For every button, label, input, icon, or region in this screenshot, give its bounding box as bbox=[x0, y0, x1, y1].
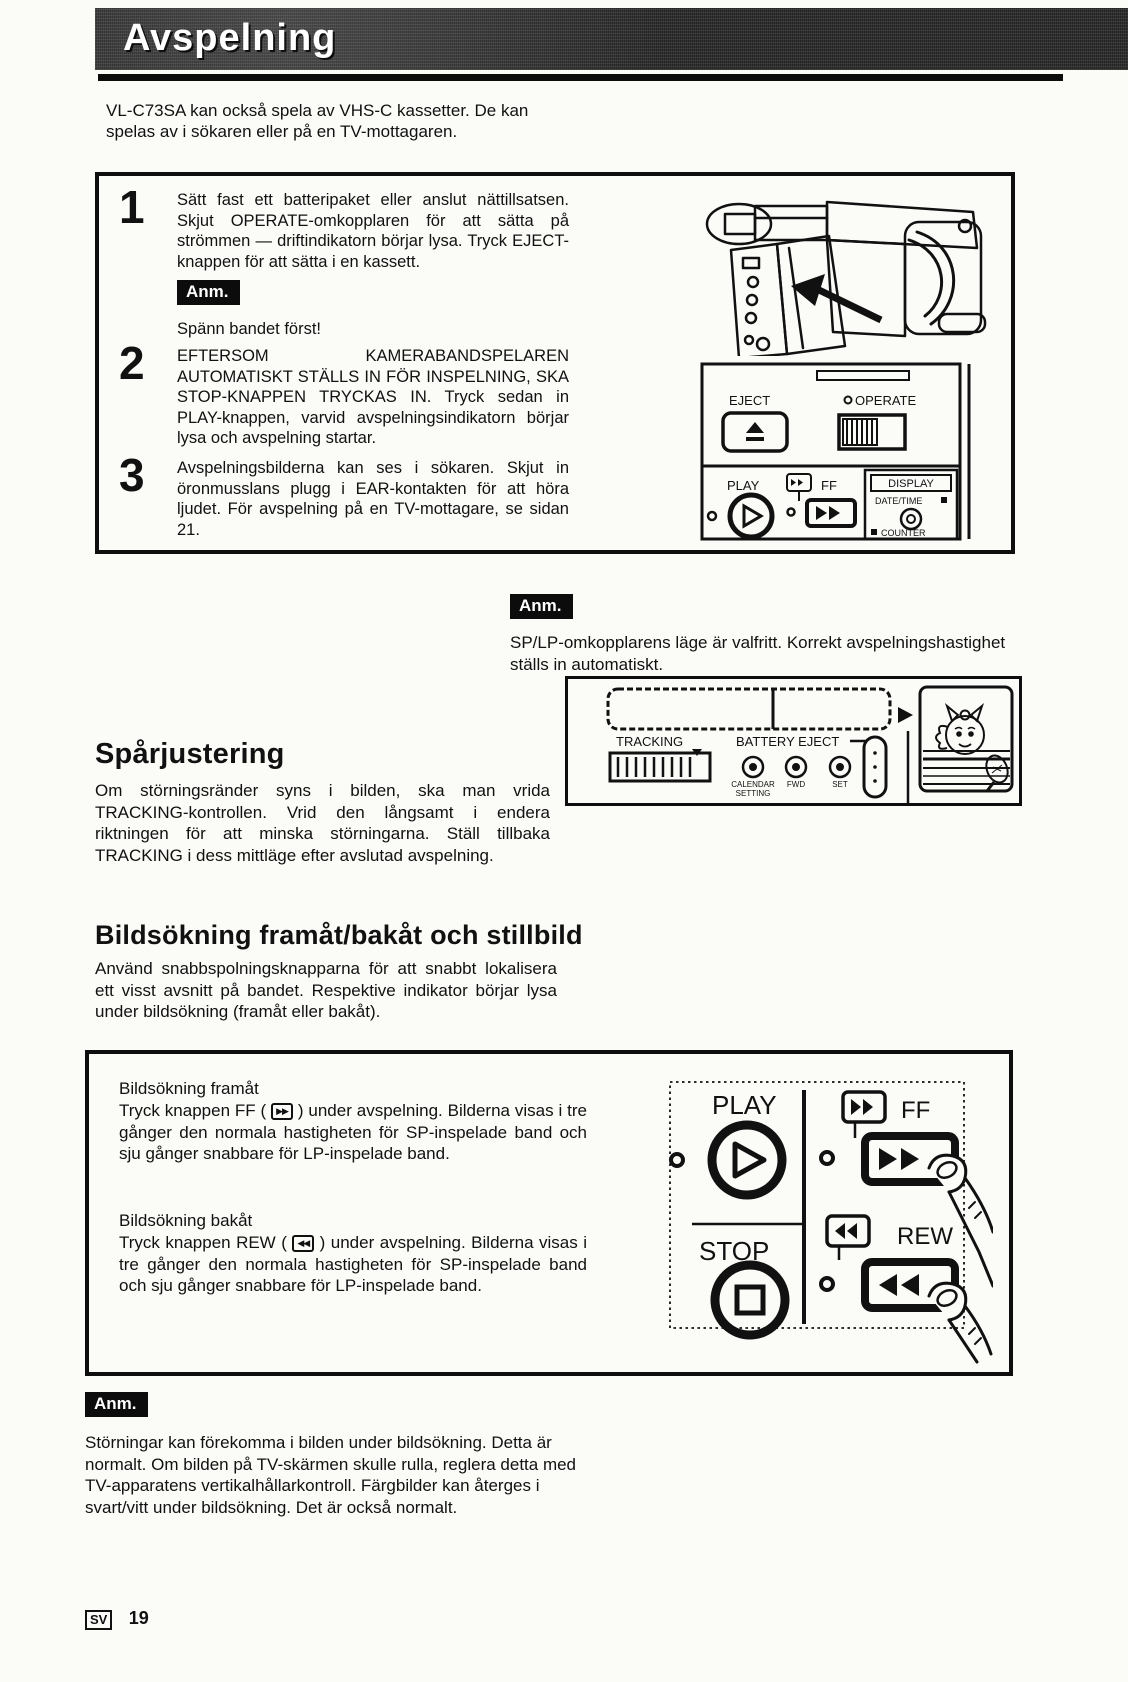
rew-label: REW bbox=[897, 1223, 953, 1250]
steps-box bbox=[95, 172, 1015, 554]
bottom-note-text: Störningar kan förekomma i bilden under bildsökning. Detta är normalt. Om bilden på TV-skärmen skulle rulla, reglera detta med TV-apparatens vertikalhållarkontroll. Färgbilder kan återges i svart/vitt under bildsökning. Det är också normalt. bbox=[85, 1433, 577, 1517]
setting-label: SETTING bbox=[735, 789, 771, 798]
sp-lp-note-text: SP/LP-omkopplarens läge är valfritt. Korrekt avspelningshastighet ställs in automatiskt. bbox=[510, 633, 1006, 674]
forward-text: Tryck knappen FF ( ▶▶ ) under avspelning. Bilderna visas i tre gånger den normala hastigheten för SP-inspelade band och sju gånger snabbare för LP-inspelade band. bbox=[119, 1101, 587, 1163]
battery-eject-label: BATTERY EJECT bbox=[736, 734, 840, 749]
ff-indicator-icon bbox=[821, 1152, 833, 1164]
ff-label: FF bbox=[901, 1097, 931, 1124]
note-badge: Anm. bbox=[510, 594, 573, 619]
step-number: 1 bbox=[119, 181, 145, 233]
display-panel bbox=[865, 470, 957, 539]
play-button-icon bbox=[730, 495, 772, 537]
tracking-panel-diagram bbox=[568, 679, 1019, 803]
search-box bbox=[85, 1050, 1013, 1376]
fwd-label: FWD bbox=[786, 780, 806, 789]
step-text: Sätt fast ett batteripaket eller anslut nättillsatsen. Skjut OPERATE-omkopplaren för att sätta på strömmen — driftindikatorn börjar lysa. Tryck EJECT-knappen för att sätta i en kassett. bbox=[177, 191, 569, 271]
play-label: PLAY bbox=[727, 478, 760, 493]
tracking-dial bbox=[610, 749, 710, 781]
tracking-body: Om störningsränder syns i bilden, ska man vrida TRACKING-kontrollen. Vrid den långsamt i endera riktningen för att minska störningarna. Ställ tillbaka TRACKING i dess mittläge efter avslutad avspelning. bbox=[95, 781, 550, 865]
playback-buttons-diagram bbox=[607, 1056, 993, 1368]
tracking-illustration-frame bbox=[565, 676, 1022, 806]
note-badge: Anm. bbox=[85, 1392, 148, 1417]
tracking-label: TRACKING bbox=[616, 734, 684, 749]
rew-mini-icon bbox=[827, 1216, 869, 1260]
tv-screen-illustration bbox=[920, 687, 1012, 791]
stop-label: STOP bbox=[699, 1236, 770, 1266]
rew-indicator-icon bbox=[821, 1278, 833, 1290]
operate-label: OPERATE bbox=[855, 393, 917, 408]
date-time-label: DATE/TIME bbox=[875, 496, 923, 506]
step-number: 2 bbox=[119, 337, 145, 389]
battery-eject-slider bbox=[864, 737, 886, 797]
ff-indicator-icon bbox=[788, 509, 795, 516]
set-label: SET bbox=[832, 780, 848, 789]
ff-button-icon bbox=[807, 500, 855, 526]
page-title: Avspelning bbox=[123, 17, 337, 59]
step-number: 3 bbox=[119, 449, 145, 501]
ff-mini-icon bbox=[843, 1092, 885, 1138]
step-text: EFTERSOM KAMERABANDSPELAREN AUTOMATISKT STÄLLS IN FÖR INSPELNING, SKA STOP-KNAPPEN TRYCKAS IN. Tryck sedan in PLAY-knappen, varvid avspelningsindikatorn börjar lysa och avspelning startar. bbox=[177, 347, 569, 447]
rew-inline-icon: ◀◀ bbox=[292, 1235, 314, 1252]
calendar-label: CALENDAR bbox=[731, 780, 775, 789]
page-header-banner bbox=[95, 8, 1128, 70]
backward-heading: Bildsökning bakåt bbox=[119, 1211, 253, 1230]
ff-inline-icon: ▶▶ bbox=[271, 1103, 293, 1120]
forward-heading: Bildsökning framåt bbox=[119, 1079, 259, 1098]
finger-illustration bbox=[929, 1155, 993, 1286]
eject-label: EJECT bbox=[729, 393, 771, 408]
set-button-icon bbox=[830, 757, 850, 777]
ff-mini-icon bbox=[787, 474, 811, 501]
counter-label: COUNTER bbox=[881, 528, 926, 538]
search-heading: Bildsökning framåt/bakåt och stillbild bbox=[95, 920, 583, 950]
note-text: Spänn bandet först! bbox=[177, 320, 322, 338]
backward-text: Tryck knappen REW ( ◀◀ ) under avspelning. Bilderna visas i tre gånger den normala hastigheten för SP-inspelade band och sju gånger snabbare för LP-inspelade band. bbox=[119, 1233, 587, 1295]
fwd-button-icon bbox=[786, 757, 806, 777]
header-rule bbox=[98, 74, 1063, 81]
search-body: Använd snabbspolningsknapparna för att snabbt lokalisera ett visst avsnitt på bandet. Respektive indikator börjar lysa under bildsökning (framåt eller bakåt). bbox=[95, 959, 557, 1021]
play-label: PLAY bbox=[712, 1090, 777, 1120]
note-badge: Anm. bbox=[177, 280, 240, 305]
arrow-icon bbox=[898, 707, 913, 723]
eject-button-icon bbox=[723, 413, 787, 451]
play-button-icon bbox=[712, 1125, 782, 1195]
control-panel-diagram bbox=[699, 358, 981, 542]
play-indicator-icon bbox=[708, 512, 716, 520]
display-label: DISPLAY bbox=[888, 478, 934, 490]
camcorder-illustration bbox=[677, 188, 999, 356]
intro-paragraph: VL-C73SA kan också spela av VHS-C kassetter. De kan spelas av i sökaren eller på en TV-mottagaren. bbox=[106, 101, 529, 141]
calendar-setting-button-icon bbox=[743, 757, 763, 777]
page-number: 19 bbox=[128, 1608, 149, 1628]
ff-label: FF bbox=[821, 478, 837, 493]
tracking-heading: Spårjustering bbox=[95, 738, 285, 770]
step-text: Avspelningsbilderna kan ses i sökaren. Skjut in öronmusslans plugg i EAR-kontakten för att höra ljudet. För avspelning på en TV-mottagare, se sidan 21. bbox=[177, 459, 569, 539]
play-indicator-icon bbox=[671, 1154, 683, 1166]
finger-illustration bbox=[929, 1283, 991, 1362]
cartoon-girl-illustration bbox=[936, 706, 1012, 791]
language-badge: SV bbox=[85, 1610, 112, 1630]
operate-switch bbox=[839, 415, 905, 449]
display-button-icon bbox=[901, 509, 921, 529]
stop-button-icon bbox=[715, 1265, 785, 1335]
operate-indicator-icon bbox=[845, 397, 852, 404]
